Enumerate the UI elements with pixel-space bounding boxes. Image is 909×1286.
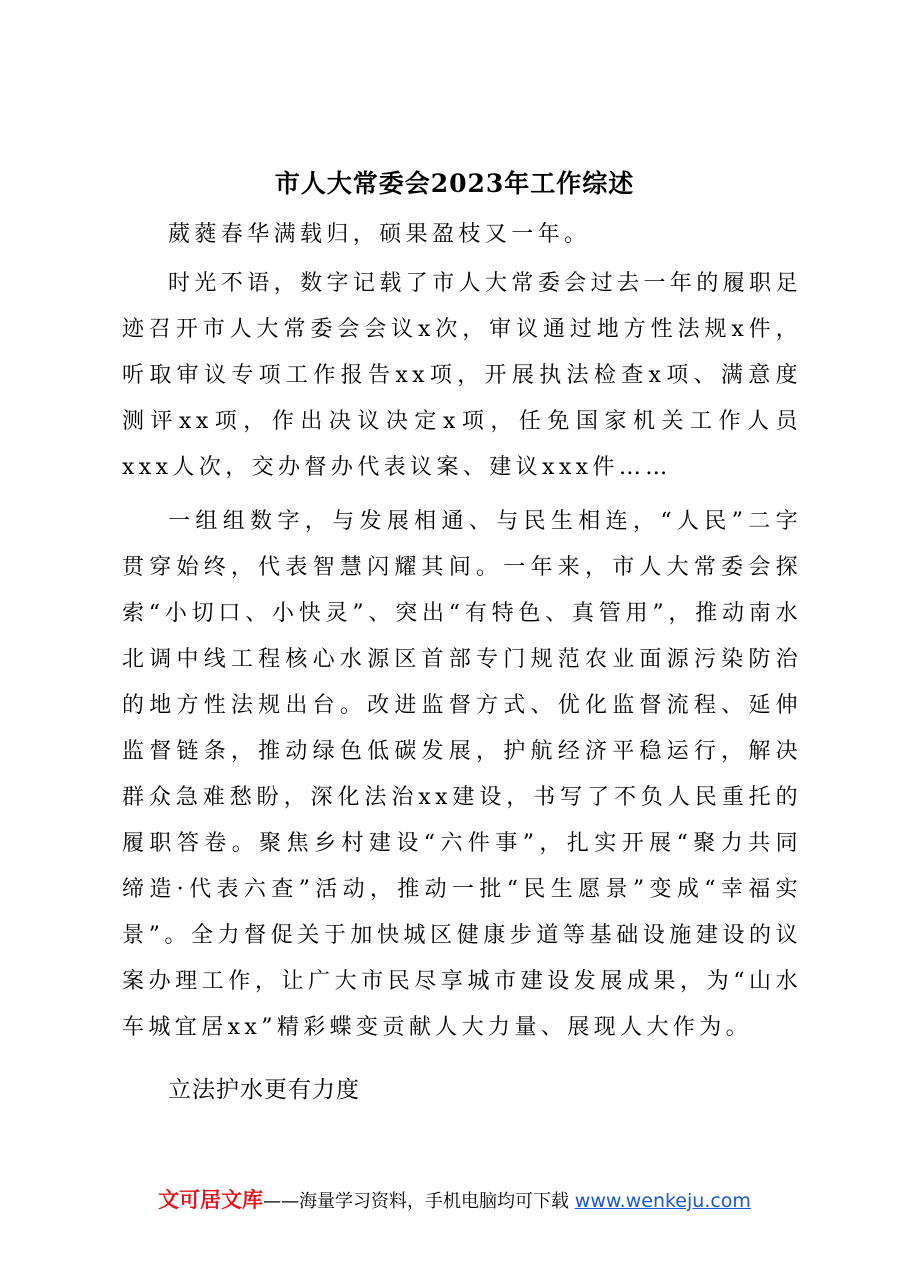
paragraph-achievements: 一组组数字，与发展相通、与民生相连，“人民”二字贯穿始终，代表智慧闪耀其间。一年来，市人大常委会探索“小切口、小快灵”、突出“有特色、真管用”，推动南水北调中线工程核心水源区首部专门规范农业面源污染防治的地方性法规出台。改进监督方式、优化监督流程、延伸监督链条，推动绿色低碳发展，护航经济平稳运行，解决群众急难愁盼，深化法治xx建设，书写了不负人民重托的履职答卷。聚焦乡村建设“六件事”，扎实开展“聚力共同缔造·代表六查”活动，推动一批“民生愿景”变成“幸福实景”。全力督促关于加快城区健康步道等基础设施建设的议案办理工作，让广大市民尽享城市建设发展成果，为“山水车城宜居xx”精彩蝶变贡献人大力量、展现人大作为。: [122, 509, 802, 1040]
footer-watermark: [0, 1184, 909, 1214]
section-heading: 立法护水更有力度: [168, 1077, 360, 1103]
document-title: 市人大常委会2023年工作综述: [274, 169, 635, 198]
paragraph-statistics: 时光不语，数字记载了市人大常委会过去一年的履职足迹召开市人大常委会会议x次，审议通过地方性法规x件，听取审议专项工作报告xx项，开展执法检查x项、满意度测评xx项，作出决议决定x项，任免国家机关工作人员xxx人次，交办督办代表议案、建议xxx件……: [122, 271, 802, 480]
footer-brand: 文可居文库: [158, 1188, 264, 1212]
footer-website-link[interactable]: www.wenkeju.com: [574, 1190, 751, 1212]
paragraph-intro: 葳蕤春华满载归，硕果盈枝又一年。: [168, 222, 591, 247]
footer-slogan: ——海量学习资料，手机电脑均可下载: [263, 1191, 570, 1212]
